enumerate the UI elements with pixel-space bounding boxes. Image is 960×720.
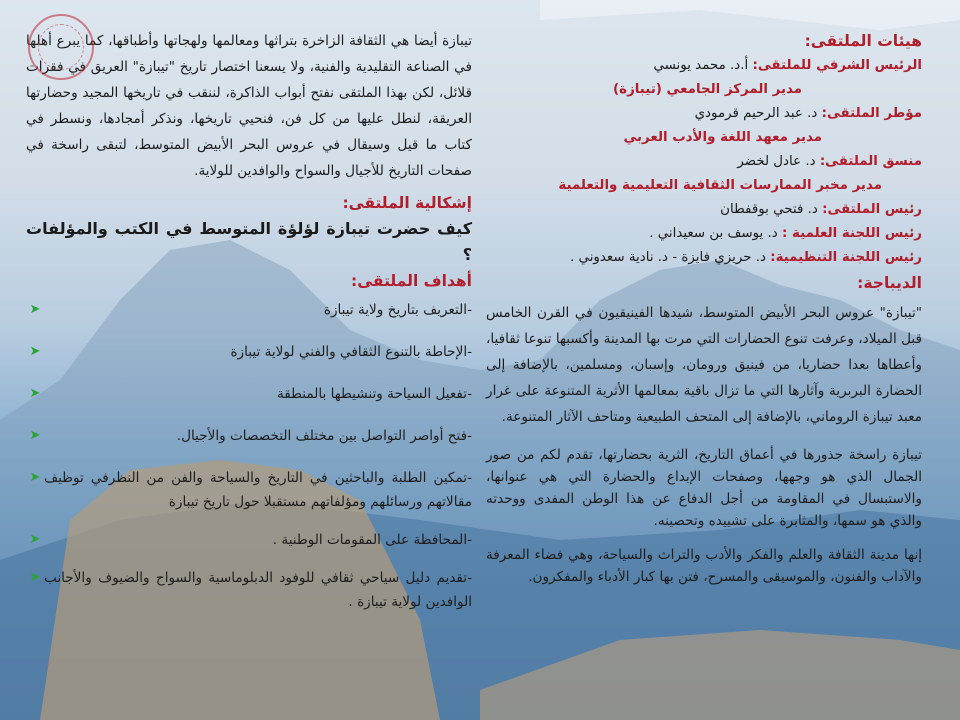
org-name: د. عبد الرحيم قرمودي (694, 106, 822, 121)
org-row (486, 222, 922, 246)
problem-question: كيف حضرت تيبازة لؤلؤة المتوسط في الكتب والمؤلفات ؟ (26, 219, 472, 264)
check-arrow-icon: ➤ (29, 532, 41, 547)
check-arrow-icon: ➤ (29, 570, 41, 585)
goal-text: -فتح أواصر التواصل بين مختلف التخصصات والأجيال. (176, 428, 472, 444)
org-subtitle: مدير المركز الجامعي (تيبازة) (613, 82, 802, 97)
goal-text: -تفعيل السياحة وتنشيطها بالمنطقة (276, 386, 472, 402)
goal-text: -المحافظة على المقومات الوطنية . (272, 532, 472, 548)
goals-list (26, 298, 472, 614)
org-row (486, 102, 922, 126)
org-role: رئيس اللجنة العلمية : (781, 226, 922, 241)
goal-text: -تمكين الطلبة والباحثين في التاريخ والسياحة والفن من النظرفي توظيف مقالاتهم ورسائلهم ومؤلفاتهم مستقبلا حول تاريخ تيبازة (44, 470, 472, 510)
goal-item (26, 340, 472, 364)
org-row (486, 246, 922, 270)
goal-item (26, 298, 472, 322)
org-name: د. يوسف بن سعيداني . (649, 226, 782, 241)
preamble-paragraph-1: "تيبازة" عروس البحر الأبيض المتوسط، شيدها الفينيقيون في القرن الخامس قبل الميلاد، وعرفت تنوع الحضارات التي مرت بها المدينة وأكسبها تنوعا ثقافيا، وأعطاها بعدا حضاريا، من فينيق ورومان، وإسبان، ومسلمين، بالإضافة إلى الحضارة البربرية وآثارها التي ما تزال باقية بمعالمها الأثرية المتنوعة على غرار معبد تيبازة الروماني، بالإضافة إلى المتحف الطبيعية ومتاحف الآثار المتنوعة. (486, 305, 922, 425)
org-entry (486, 102, 922, 150)
preamble-heading: الديباجة: (857, 274, 922, 292)
left-column (26, 28, 472, 614)
stamp-inner-ring (38, 24, 84, 70)
goal-item (26, 528, 472, 552)
org-role: مؤطر الملتقى: (821, 106, 922, 121)
preamble-paragraph-3: إنها مدينة الثقافة والعلم والفكر والأدب والتراث والسياحة، وهي فضاء المعرفة والآداب والفنون، والموسيقى والمسرح، فتن بها كبار الأدباء والمفكرون. (486, 547, 922, 585)
org-entry (486, 198, 922, 222)
org-name: د. عادل لخضر (737, 154, 820, 169)
goal-item (26, 466, 472, 514)
org-subtitle: مدير مخبر الممارسات الثقافية التعليمية والتعلمية (558, 178, 882, 193)
org-entry (486, 54, 922, 102)
org-subtitle: مدير معهد اللغة والأدب العربي (623, 130, 822, 145)
official-stamp (28, 14, 94, 80)
org-role: الرئيس الشرفي للملتقى: (752, 58, 922, 73)
org-row (486, 54, 922, 78)
goal-item (26, 382, 472, 406)
org-role: منسق الملتقى: (819, 154, 922, 169)
bodies-heading: هيئات الملتقى: (804, 32, 922, 50)
problem-heading: إشكالية الملتقى: (342, 194, 472, 212)
preamble-paragraph-2: تيبازة راسخة جذورها في أعماق التاريخ، الثرية بحضارتها، تقدم لكم من صور الجمال الذي هو وجهها، وصفحات الإبداع والحضارة التي هي عنوانها، والاستبسال في المقاومة من أجل الدفاع عن هذا الوطن المفدى ووحدته والذي هو سمها، والمثابرة على تشييده وتحصينه. (486, 447, 922, 529)
org-role: رئيس اللجنة التنظيمية: (770, 250, 922, 265)
goal-text: -التعريف بتاريخ ولاية تيبازة (323, 302, 472, 318)
org-entry (486, 246, 922, 270)
check-arrow-icon: ➤ (29, 386, 41, 401)
intro-paragraph: تيبازة أيضا هي الثقافة الزاخرة بتراثها ومعالمها ولهجاتها وأطباقها، كما يبرع أهلها في الصناعة التقليدية والفنية، ولا يسعنا اختصار تاريخ "تيبازة" العريق في فقرات قلائل، لكن بهذا الملتقى نفتح أبواب الذاكرة، لننقب في تاريخها المجيد وحضارتها العريقة، لنطل عليها من كل فن، فنحيي تاريخها، ونذكر أمجادها، ونسطر في كتاب ما قيل وسيقال في عروس البحر الأبيض المتوسط، لتبقى راسخة في صفحات التاريخ للأجيال والسواح والوافدين للولاية. (26, 33, 472, 179)
check-arrow-icon: ➤ (29, 470, 41, 485)
right-column (486, 28, 922, 588)
goals-heading: أهداف الملتقى: (351, 272, 472, 290)
goal-item (26, 424, 472, 448)
check-arrow-icon: ➤ (29, 302, 41, 317)
goal-text: -الإحاطة بالتنوع الثقافي والفني لولاية تيبازة (230, 344, 472, 360)
org-entry (486, 222, 922, 246)
goal-item (26, 566, 472, 614)
org-row (486, 198, 922, 222)
org-role: رئيس الملتقى: (822, 202, 922, 217)
org-entry (486, 150, 922, 198)
check-arrow-icon: ➤ (29, 428, 41, 443)
org-name: د. حريزي فايزة - د. نادية سعدوني . (570, 250, 771, 265)
check-arrow-icon: ➤ (29, 344, 41, 359)
org-name: أ.د. محمد يونسي (653, 58, 753, 73)
org-name: د. فتحي بوقفطان (720, 202, 823, 217)
goal-text: -تقديم دليل سياحي ثقافي للوفود الدبلوماسية والسواح والضيوف والأجانب الوافدين لولاية تيبازة . (44, 570, 472, 610)
org-row (486, 150, 922, 174)
